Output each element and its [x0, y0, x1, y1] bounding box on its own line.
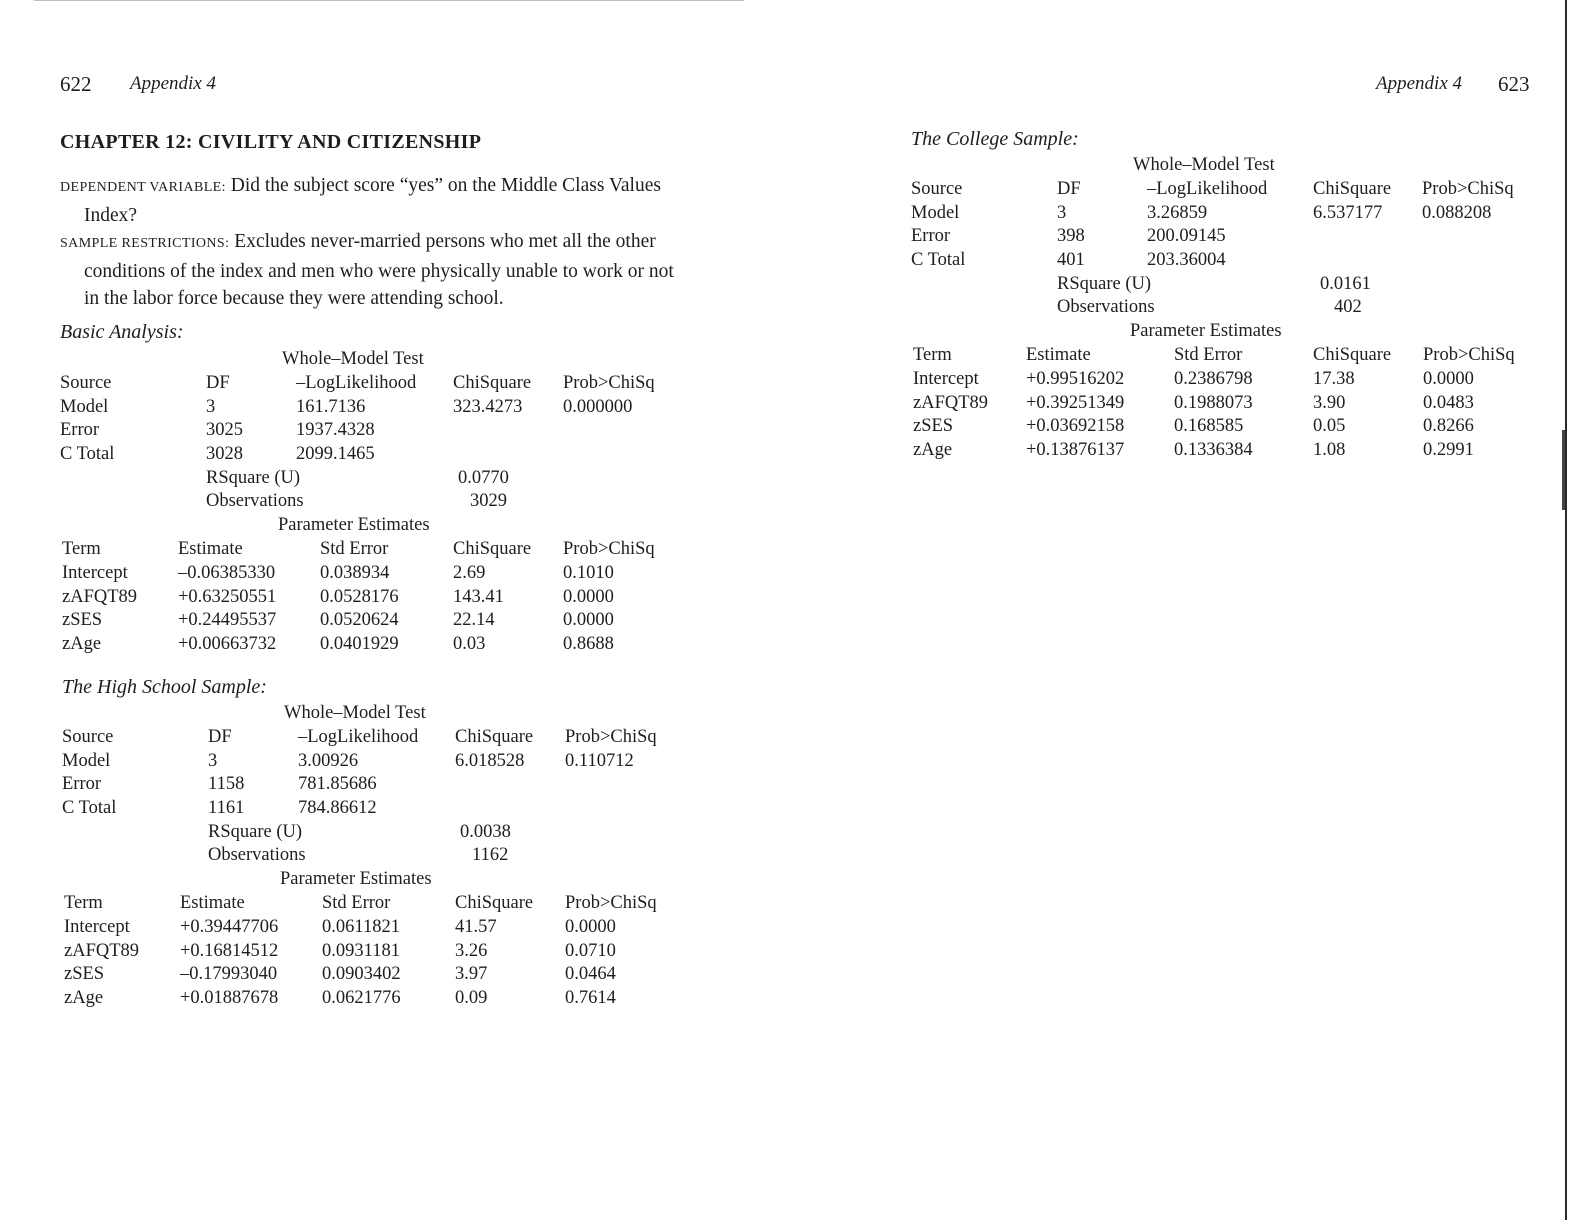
whole-model-cell: 1161 [208, 798, 245, 819]
whole-model-cell: 401 [1057, 250, 1085, 271]
parameter-cell: 0.168585 [1174, 416, 1244, 437]
whole-model-test-title [60, 349, 680, 373]
whole-model-header-cell: DF [208, 727, 232, 747]
whole-model-header-cell: ChiSquare [1313, 179, 1392, 199]
parameter-cell: 0.0464 [565, 964, 616, 985]
whole-model-header-cell: ChiSquare [453, 373, 532, 393]
parameter-cell: zAFQT89 [913, 392, 989, 413]
parameter-cell: 3.97 [455, 964, 488, 985]
parameter-cell: zAFQT89 [64, 940, 140, 961]
parameter-cell: +0.13876137 [1026, 439, 1125, 460]
parameter-cell: Intercept [62, 562, 128, 583]
parameter-row [911, 416, 1551, 440]
parameter-header-cell: Estimate [180, 893, 245, 914]
whole-model-test-title [62, 703, 682, 727]
parameter-header-cell: Estimate [1026, 345, 1091, 366]
rsquare-row [60, 468, 680, 492]
whole-model-header-cell: Source [60, 373, 112, 393]
whole-model-cell: Error [62, 774, 102, 795]
whole-model-header-cell: –LogLikelihood [296, 373, 417, 393]
parameter-cell: 143.41 [453, 586, 504, 607]
parameter-cell: +0.03692158 [1026, 416, 1125, 437]
parameter-cell: 0.2991 [1423, 439, 1474, 460]
whole-model-cell: Model [60, 396, 109, 417]
whole-model-row [911, 203, 1551, 227]
observations-row [60, 491, 680, 515]
sample-restrictions-paragraph [60, 228, 690, 313]
observations-value: 1162 [472, 845, 509, 866]
parameter-cell: +0.16814512 [180, 940, 279, 961]
whole-model-cell: 0.110712 [565, 750, 634, 771]
parameter-cell: +0.00663732 [178, 633, 277, 654]
rsquare-value: 0.0161 [1320, 273, 1371, 294]
parameter-estimates-title-text: Parameter Estimates [1130, 321, 1282, 342]
parameter-row [60, 634, 680, 658]
parameter-cell: 2.69 [453, 562, 486, 583]
sample-restrictions-text: Excludes never-married persons who met all the other conditions of the index and men who were physically unable to work or not in the labor force because they were attending school. [84, 231, 674, 309]
rsquare-row [911, 274, 1551, 298]
parameter-cell: 0.8688 [563, 633, 614, 654]
whole-model-row [62, 751, 682, 775]
whole-model-header-cell: Source [62, 727, 114, 747]
whole-model-cell: 203.36004 [1147, 250, 1226, 271]
college-heading: The College Sample: [911, 128, 1079, 150]
college-tables [911, 155, 1551, 464]
parameter-cell: 0.1988073 [1174, 392, 1253, 413]
whole-model-row [60, 397, 680, 421]
parameter-row [62, 941, 682, 965]
whole-model-cell: 3028 [206, 444, 243, 465]
whole-model-row [62, 774, 682, 798]
whole-model-cell: C Total [911, 250, 966, 271]
parameter-estimates-title [62, 869, 682, 893]
whole-model-header-cell: Source [911, 179, 963, 199]
parameter-cell: 0.0621776 [322, 987, 401, 1008]
whole-model-cell: C Total [60, 444, 115, 465]
whole-model-header-cell: Prob>ChiSq [563, 373, 655, 393]
parameter-cell: +0.01887678 [180, 987, 279, 1008]
whole-model-header-cell: Prob>ChiSq [565, 727, 657, 747]
whole-model-header-cell: ChiSquare [455, 727, 534, 747]
parameter-row [60, 610, 680, 634]
whole-model-header-cell: –LogLikelihood [298, 727, 419, 747]
scan-right-border-mark [1562, 430, 1565, 510]
whole-model-test-title-text: Whole–Model Test [284, 703, 426, 723]
rsquare-label: RSquare (U) [1057, 273, 1152, 294]
parameter-row [911, 440, 1551, 464]
whole-model-cell: Model [62, 750, 111, 771]
parameter-cell: 0.0611821 [322, 916, 400, 937]
parameter-cell: 17.38 [1313, 368, 1355, 389]
whole-model-header-row [60, 373, 680, 397]
high-school-heading: The High School Sample: [62, 676, 267, 698]
parameter-cell: 0.0931181 [322, 940, 400, 961]
parameter-cell: 22.14 [453, 610, 495, 631]
rsquare-label: RSquare (U) [206, 467, 301, 488]
parameter-cell: +0.39447706 [180, 916, 279, 937]
dependent-variable-paragraph [60, 172, 690, 229]
parameter-cell: 0.8266 [1423, 416, 1474, 437]
parameter-cell: 0.2386798 [1174, 368, 1253, 389]
scan-right-border [1565, 0, 1567, 1220]
parameter-row [911, 369, 1551, 393]
whole-model-cell: 3.00926 [298, 750, 359, 771]
parameter-header-row [911, 345, 1551, 369]
whole-model-cell: Error [60, 420, 100, 441]
rsquare-value: 0.0770 [458, 467, 509, 488]
whole-model-test-title [911, 155, 1551, 179]
parameter-cell: zAge [62, 633, 102, 654]
parameter-cell: 0.09 [455, 987, 488, 1008]
whole-model-cell: 3 [208, 750, 218, 771]
parameter-cell: –0.17993040 [180, 964, 278, 985]
parameter-cell: 1.08 [1313, 439, 1346, 460]
whole-model-cell: 200.09145 [1147, 226, 1226, 247]
parameter-header-cell: Std Error [320, 539, 389, 560]
right-running-head: Appendix 4 [1376, 73, 1463, 94]
parameter-cell: 0.1336384 [1174, 439, 1253, 460]
parameter-header-cell: ChiSquare [1313, 345, 1392, 366]
observations-label: Observations [208, 845, 306, 866]
whole-model-cell: 784.86612 [298, 798, 377, 819]
whole-model-cell: Model [911, 202, 960, 223]
parameter-header-cell: Term [913, 345, 952, 366]
dependent-variable-text: Did the subject score “yes” on the Middle Class Values Index? [84, 175, 661, 226]
whole-model-cell: 6.018528 [455, 750, 525, 771]
parameter-estimates-title [60, 515, 680, 539]
observations-value: 402 [1334, 297, 1362, 318]
parameter-cell: +0.39251349 [1026, 392, 1125, 413]
parameter-cell: +0.63250551 [178, 586, 277, 607]
basic-analysis-tables [60, 349, 680, 658]
parameter-cell: 0.0520624 [320, 610, 399, 631]
parameter-row [62, 917, 682, 941]
whole-model-row [60, 444, 680, 468]
whole-model-header-cell: DF [1057, 179, 1081, 199]
rsquare-label: RSquare (U) [208, 821, 303, 842]
whole-model-header-cell: –LogLikelihood [1147, 179, 1268, 199]
parameter-header-cell: Prob>ChiSq [565, 893, 657, 914]
observations-label: Observations [206, 491, 304, 512]
parameter-header-cell: ChiSquare [455, 893, 534, 914]
parameter-estimates-title-text: Parameter Estimates [278, 515, 430, 536]
parameter-cell: 0.0000 [1423, 368, 1474, 389]
whole-model-cell: 0.088208 [1422, 202, 1492, 223]
parameter-cell: 0.05 [1313, 416, 1346, 437]
parameter-cell: 0.7614 [565, 987, 616, 1008]
parameter-header-row [60, 539, 680, 563]
chapter-title: CHAPTER 12: CIVILITY AND CITIZENSHIP [60, 131, 482, 153]
whole-model-cell: Error [911, 226, 951, 247]
scan-top-border [34, 0, 744, 1]
parameter-cell: 0.0528176 [320, 586, 399, 607]
parameter-estimates-title-text: Parameter Estimates [280, 869, 432, 890]
parameter-cell: 0.0000 [563, 610, 614, 631]
whole-model-cell: 1937.4328 [296, 420, 375, 441]
parameter-cell: zAge [64, 987, 104, 1008]
parameter-cell: 0.1010 [563, 562, 614, 583]
whole-model-cell: 161.7136 [296, 396, 366, 417]
whole-model-test-title-text: Whole–Model Test [1133, 155, 1275, 175]
whole-model-cell: 3025 [206, 420, 243, 441]
parameter-cell: Intercept [913, 368, 979, 389]
parameter-header-cell: Term [64, 893, 103, 914]
parameter-cell: zSES [913, 416, 954, 437]
parameter-estimates-title [911, 321, 1551, 345]
whole-model-row [911, 226, 1551, 250]
observations-label: Observations [1057, 297, 1155, 318]
whole-model-cell: 0.000000 [563, 396, 633, 417]
whole-model-cell: C Total [62, 798, 117, 819]
parameter-row [60, 563, 680, 587]
high-school-tables [62, 703, 682, 1012]
parameter-cell: zSES [62, 610, 103, 631]
rsquare-value: 0.0038 [460, 821, 511, 842]
whole-model-cell: 3 [206, 396, 216, 417]
rsquare-row [62, 822, 682, 846]
dependent-variable-label: DEPENDENT VARIABLE: [60, 180, 226, 195]
parameter-header-cell: Estimate [178, 539, 243, 560]
whole-model-header-row [911, 179, 1551, 203]
whole-model-header-cell: Prob>ChiSq [1422, 179, 1514, 199]
parameter-cell: 3.90 [1313, 392, 1346, 413]
whole-model-header-cell: DF [206, 373, 230, 393]
observations-value: 3029 [470, 491, 507, 512]
whole-model-cell: 1158 [208, 774, 245, 795]
sample-restrictions-label: SAMPLE RESTRICTIONS: [60, 236, 230, 251]
parameter-cell: 0.0483 [1423, 392, 1474, 413]
whole-model-header-row [62, 727, 682, 751]
parameter-cell: 41.57 [455, 916, 497, 937]
parameter-header-cell: Prob>ChiSq [563, 539, 655, 560]
whole-model-cell: 3.26859 [1147, 202, 1208, 223]
basic-analysis-heading: Basic Analysis: [60, 321, 184, 343]
parameter-header-cell: ChiSquare [453, 539, 532, 560]
parameter-cell: 0.03 [453, 633, 486, 654]
right-page-number: 623 [1498, 72, 1530, 96]
whole-model-test-title-text: Whole–Model Test [282, 349, 424, 369]
parameter-cell: zAge [913, 439, 953, 460]
parameter-row [60, 587, 680, 611]
left-page-number: 622 [60, 72, 92, 96]
parameter-cell: 0.0710 [565, 940, 616, 961]
parameter-cell: zSES [64, 964, 105, 985]
parameter-cell: 0.0000 [565, 916, 616, 937]
whole-model-row [911, 250, 1551, 274]
parameter-row [911, 393, 1551, 417]
whole-model-cell: 323.4273 [453, 396, 523, 417]
left-running-head: Appendix 4 [130, 73, 217, 94]
parameter-cell: +0.99516202 [1026, 368, 1125, 389]
whole-model-cell: 6.537177 [1313, 202, 1383, 223]
parameter-cell: 0.0401929 [320, 633, 399, 654]
observations-row [911, 297, 1551, 321]
parameter-cell: 3.26 [455, 940, 488, 961]
parameter-cell: 0.0000 [563, 586, 614, 607]
parameter-header-cell: Std Error [1174, 345, 1243, 366]
observations-row [62, 845, 682, 869]
whole-model-cell: 3 [1057, 202, 1067, 223]
parameter-cell: zAFQT89 [62, 586, 138, 607]
parameter-cell: 0.0903402 [322, 964, 401, 985]
parameter-cell: –0.06385330 [178, 562, 276, 583]
whole-model-row [62, 798, 682, 822]
parameter-cell: +0.24495537 [178, 610, 277, 631]
whole-model-cell: 781.85686 [298, 774, 377, 795]
parameter-cell: Intercept [64, 916, 130, 937]
parameter-cell: 0.038934 [320, 562, 390, 583]
whole-model-cell: 398 [1057, 226, 1085, 247]
parameter-header-row [62, 893, 682, 917]
whole-model-cell: 2099.1465 [296, 444, 375, 465]
parameter-header-cell: Term [62, 539, 101, 560]
parameter-header-cell: Std Error [322, 893, 391, 914]
parameter-row [62, 964, 682, 988]
whole-model-row [60, 420, 680, 444]
parameter-header-cell: Prob>ChiSq [1423, 345, 1515, 366]
parameter-row [62, 988, 682, 1012]
